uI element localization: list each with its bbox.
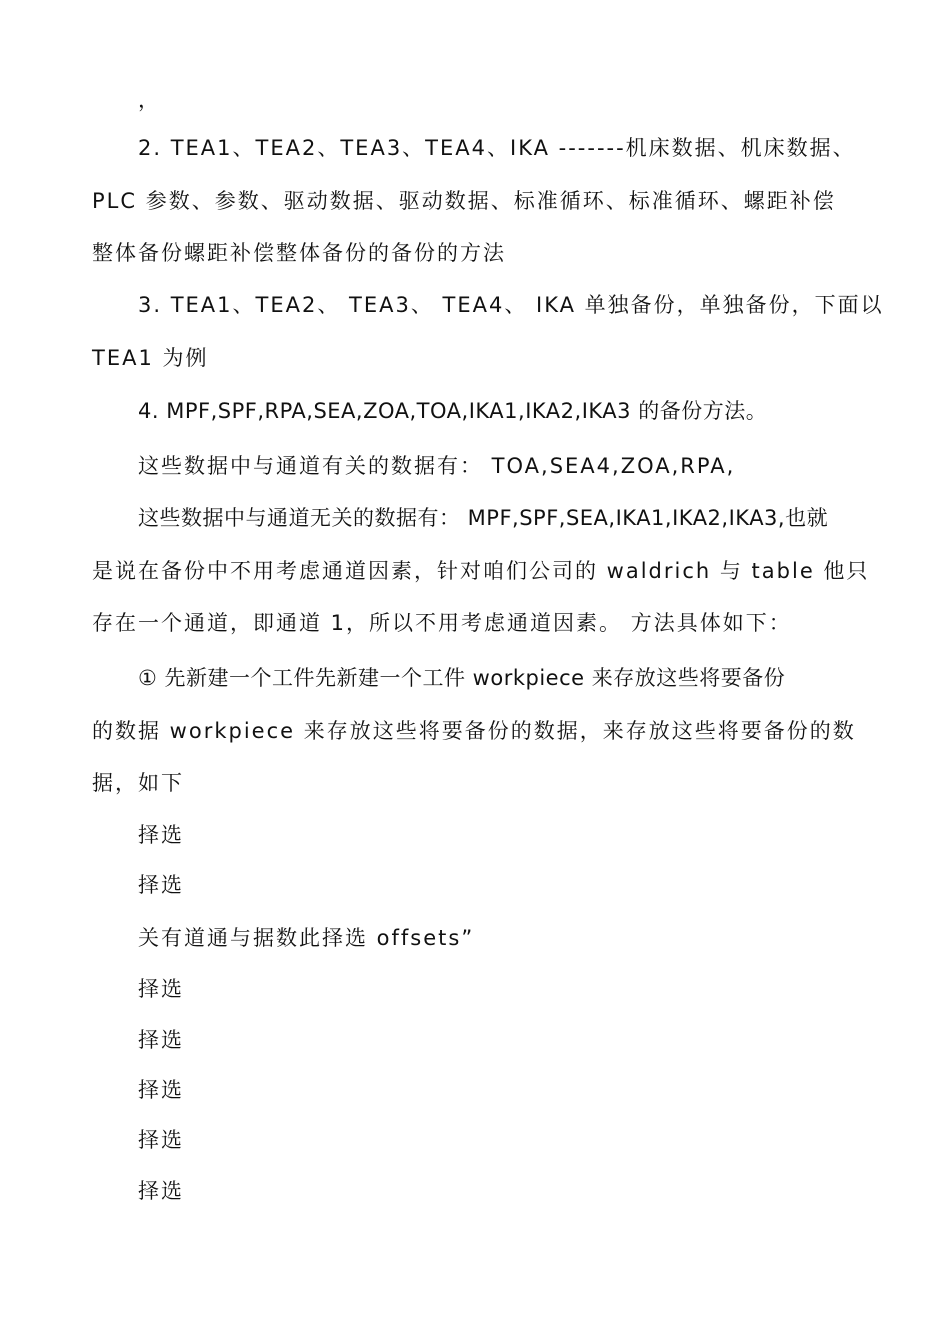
- text-line: 择选: [138, 977, 184, 1001]
- text-line: 择选: [138, 1128, 184, 1152]
- text-line: 择选: [138, 1179, 184, 1203]
- text-line: 这些数据中与通道有关的数据有： TOA,SEA4,ZOA,RPA,: [138, 454, 736, 478]
- text-line: ① 先新建一个工件先新建一个工件 workpiece 来存放这些将要备份: [138, 666, 786, 690]
- text-line: 择选: [138, 1028, 184, 1052]
- text-line: 4. MPF,SPF,RPA,SEA,ZOA,TOA,IKA1,IKA2,IKA3 的备份方法。: [138, 399, 768, 423]
- text-line: 2. TEA1、TEA2、TEA3、TEA4、IKA -------机床数据、机床数据、: [138, 136, 856, 160]
- text-line: 关有道通与据数此择选 offsets”: [138, 926, 475, 950]
- text-line: 是说在备份中不用考虑通道因素，针对咱们公司的 waldrich 与 table 他只: [92, 559, 870, 583]
- text-line: 的数据 workpiece 来存放这些将要备份的数据，来存放这些将要备份的数: [92, 719, 856, 743]
- text-line: PLC 参数、参数、驱动数据、驱动数据、标准循环、标准循环、螺距补偿: [92, 189, 836, 213]
- text-line: 择选: [138, 1078, 184, 1102]
- text-line: 择选: [138, 823, 184, 847]
- text-line: 3. TEA1、TEA2、 TEA3、 TEA4、 IKA 单独备份，单独备份，下面以: [138, 293, 884, 317]
- text-line: 据，如下: [92, 771, 184, 795]
- text-line: 这些数据中与通道无关的数据有： MPF,SPF,SEA,IKA1,IKA2,IKA3,也就: [138, 506, 829, 530]
- text-line: TEA1 为例: [92, 346, 209, 370]
- text-line: 存在一个通道，即通道 1，所以不用考虑通道因素。 方法具体如下：: [92, 611, 792, 635]
- text-line: 择选: [138, 873, 184, 897]
- text-line: 整体备份螺距补偿整体备份的备份的方法: [92, 241, 506, 265]
- text-line: ，: [138, 88, 160, 112]
